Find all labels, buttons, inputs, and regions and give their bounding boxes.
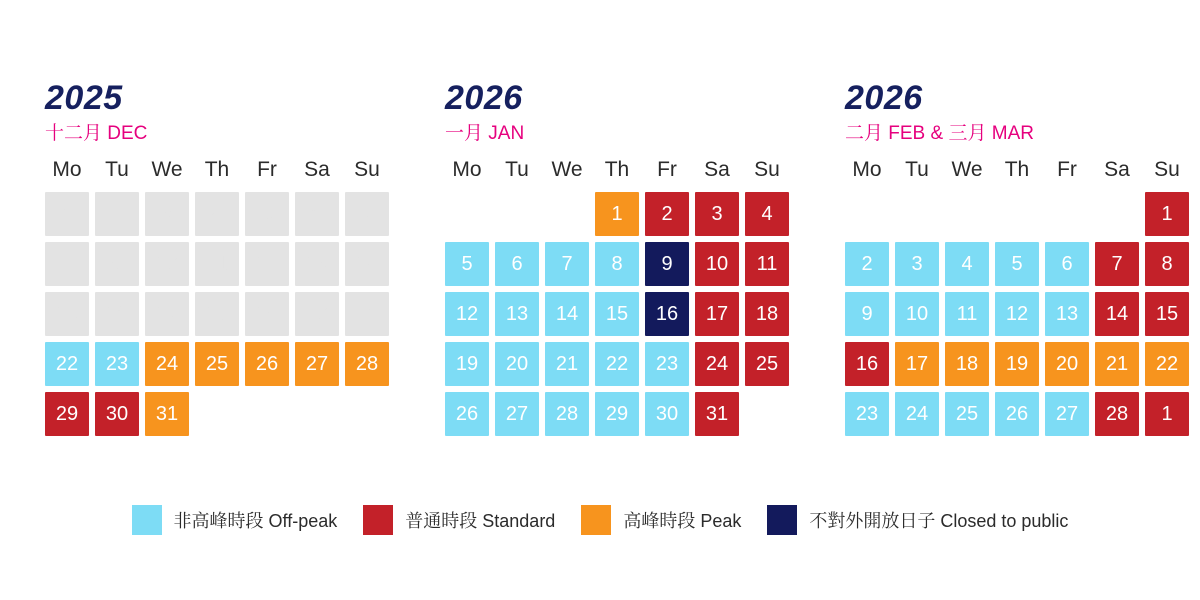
day-cell[interactable]: 10 (895, 292, 939, 336)
day-cell[interactable]: 19 (995, 342, 1039, 386)
day-cell[interactable]: 22 (1145, 342, 1189, 386)
weekday-header: We (951, 158, 983, 182)
day-cell[interactable]: 13 (1045, 292, 1089, 336)
day-cell[interactable]: 16 (645, 292, 689, 336)
day-cell[interactable]: 26 (995, 392, 1039, 436)
legend-label: 非高峰時段 Off-peak (173, 511, 338, 531)
day-cell[interactable]: 7 (545, 242, 589, 286)
month-year-label: 2026 (445, 79, 523, 117)
legend-swatch-closed (767, 505, 797, 535)
weekday-header: Sa (1104, 158, 1130, 182)
legend-item (363, 505, 555, 535)
weekday-header: Fr (657, 158, 677, 182)
weekday-header: Su (1154, 158, 1180, 182)
day-cell[interactable]: 17 (695, 292, 739, 336)
weekday-header: Th (204, 158, 230, 182)
weekday-header: Fr (257, 158, 277, 182)
day-cell-empty (995, 192, 1039, 236)
day-cell[interactable]: 15 (595, 292, 639, 336)
day-grid (445, 192, 785, 436)
day-cell[interactable]: 10 (695, 242, 739, 286)
day-cell: 11 (195, 242, 239, 286)
day-cell[interactable]: 28 (545, 392, 589, 436)
day-cell[interactable]: 1 (1145, 192, 1189, 236)
legend-swatch-offpeak (132, 505, 162, 535)
calendar-months-container (45, 80, 1185, 436)
day-cell[interactable]: 4 (745, 192, 789, 236)
legend-item (767, 505, 1068, 535)
weekday-header: Sa (304, 158, 330, 182)
day-cell[interactable]: 28 (345, 342, 389, 386)
day-cell-empty (545, 192, 589, 236)
weekday-header: Su (754, 158, 780, 182)
day-cell: 7 (345, 192, 389, 236)
day-cell[interactable]: 27 (1045, 392, 1089, 436)
weekday-header-row (445, 156, 785, 184)
day-cell[interactable]: 24 (895, 392, 939, 436)
day-cell[interactable]: 30 (645, 392, 689, 436)
weekday-header: We (551, 158, 583, 182)
day-cell[interactable]: 25 (745, 342, 789, 386)
day-cell: 6 (295, 192, 339, 236)
day-cell[interactable]: 21 (545, 342, 589, 386)
day-cell[interactable]: 8 (1145, 242, 1189, 286)
day-cell: 15 (45, 292, 89, 336)
day-cell[interactable]: 16 (845, 342, 889, 386)
day-cell[interactable]: 24 (695, 342, 739, 386)
month-block (45, 80, 385, 436)
day-cell[interactable]: 29 (595, 392, 639, 436)
day-cell: 8 (45, 242, 89, 286)
month-year-label: 2026 (845, 79, 923, 117)
day-cell-empty (245, 392, 289, 436)
day-cell[interactable]: 14 (545, 292, 589, 336)
day-cell[interactable]: 22 (45, 342, 89, 386)
day-cell[interactable]: 11 (945, 292, 989, 336)
day-cell[interactable]: 29 (45, 392, 89, 436)
legend-label: 高峰時段 Peak (623, 511, 742, 531)
weekday-header-row (845, 156, 1185, 184)
day-cell[interactable]: 26 (245, 342, 289, 386)
day-cell-empty (345, 392, 389, 436)
day-cell[interactable]: 3 (695, 192, 739, 236)
weekday-header: Tu (905, 158, 929, 182)
legend-item (132, 505, 338, 535)
day-cell: 17 (145, 292, 189, 336)
month-block (845, 80, 1185, 436)
day-cell[interactable]: 4 (945, 242, 989, 286)
day-cell[interactable]: 9 (845, 292, 889, 336)
day-cell: 16 (95, 292, 139, 336)
day-cell-empty (445, 192, 489, 236)
day-cell[interactable]: 31 (145, 392, 189, 436)
legend-label: 普通時段 Standard (405, 511, 556, 531)
day-cell[interactable]: 13 (495, 292, 539, 336)
day-cell: 5 (245, 192, 289, 236)
weekday-header: We (151, 158, 183, 182)
day-cell[interactable]: 18 (945, 342, 989, 386)
day-cell[interactable]: 23 (645, 342, 689, 386)
day-cell[interactable]: 22 (595, 342, 639, 386)
day-cell[interactable]: 14 (1095, 292, 1139, 336)
day-cell[interactable]: 28 (1095, 392, 1139, 436)
day-cell[interactable]: 23 (845, 392, 889, 436)
day-cell[interactable]: 11 (745, 242, 789, 286)
day-grid (845, 192, 1185, 436)
legend-label: 不對外開放日子 Closed to public (809, 511, 1069, 531)
day-cell[interactable]: 25 (945, 392, 989, 436)
day-cell[interactable]: 9 (645, 242, 689, 286)
day-cell[interactable]: 30 (95, 392, 139, 436)
day-cell: 18 (195, 292, 239, 336)
day-cell[interactable]: 1 (1145, 392, 1189, 436)
month-year-label: 2025 (45, 79, 123, 117)
day-cell[interactable]: 5 (995, 242, 1039, 286)
day-cell: 10 (145, 242, 189, 286)
day-cell[interactable]: 15 (1145, 292, 1189, 336)
day-cell: 9 (95, 242, 139, 286)
day-cell[interactable]: 6 (495, 242, 539, 286)
weekday-header: Mo (52, 158, 82, 182)
weekday-header: Tu (105, 158, 129, 182)
day-cell[interactable]: 1 (595, 192, 639, 236)
month-name-label: 一月 JAN (445, 123, 525, 145)
weekday-header: Tu (505, 158, 529, 182)
day-cell-empty (195, 392, 239, 436)
day-cell[interactable]: 18 (745, 292, 789, 336)
day-cell[interactable]: 20 (495, 342, 539, 386)
day-cell[interactable]: 25 (195, 342, 239, 386)
day-cell[interactable]: 24 (145, 342, 189, 386)
day-cell-empty (1045, 192, 1089, 236)
legend (45, 505, 1155, 535)
legend-swatch-peak (581, 505, 611, 535)
day-cell[interactable]: 27 (295, 342, 339, 386)
day-grid (45, 192, 385, 436)
day-cell: 13 (295, 242, 339, 286)
day-cell-empty (945, 192, 989, 236)
day-cell[interactable]: 5 (445, 242, 489, 286)
weekday-header: Su (354, 158, 380, 182)
day-cell[interactable]: 31 (695, 392, 739, 436)
weekday-header: Sa (704, 158, 730, 182)
day-cell[interactable]: 2 (845, 242, 889, 286)
month-name-label: 十二月 DEC (45, 123, 148, 145)
day-cell[interactable]: 26 (445, 392, 489, 436)
day-cell: 21 (345, 292, 389, 336)
legend-item (581, 505, 741, 535)
month-name-label: 二月 FEB & 三月 MAR (845, 123, 1034, 145)
day-cell-empty (845, 192, 889, 236)
day-cell: 19 (245, 292, 289, 336)
day-cell-empty (295, 392, 339, 436)
day-cell: 2 (95, 192, 139, 236)
day-cell: 4 (195, 192, 239, 236)
day-cell[interactable]: 6 (1045, 242, 1089, 286)
day-cell[interactable]: 2 (645, 192, 689, 236)
weekday-header: Th (1004, 158, 1030, 182)
day-cell[interactable]: 12 (995, 292, 1039, 336)
day-cell[interactable]: 3 (895, 242, 939, 286)
month-block (445, 80, 785, 436)
day-cell[interactable]: 17 (895, 342, 939, 386)
day-cell-empty (495, 192, 539, 236)
weekday-header: Fr (1057, 158, 1077, 182)
day-cell: 20 (295, 292, 339, 336)
day-cell[interactable]: 21 (1095, 342, 1139, 386)
weekday-header: Mo (852, 158, 882, 182)
day-cell-empty (895, 192, 939, 236)
day-cell[interactable]: 7 (1095, 242, 1139, 286)
day-cell[interactable]: 19 (445, 342, 489, 386)
day-cell[interactable]: 27 (495, 392, 539, 436)
day-cell: 14 (345, 242, 389, 286)
weekday-header: Mo (452, 158, 482, 182)
day-cell: 1 (45, 192, 89, 236)
day-cell: 12 (245, 242, 289, 286)
weekday-header: Th (604, 158, 630, 182)
day-cell[interactable]: 20 (1045, 342, 1089, 386)
day-cell[interactable]: 12 (445, 292, 489, 336)
day-cell-empty (1095, 192, 1139, 236)
legend-swatch-standard (363, 505, 393, 535)
day-cell[interactable]: 23 (95, 342, 139, 386)
day-cell: 3 (145, 192, 189, 236)
day-cell[interactable]: 8 (595, 242, 639, 286)
weekday-header-row (45, 156, 385, 184)
day-cell-empty (745, 392, 789, 436)
